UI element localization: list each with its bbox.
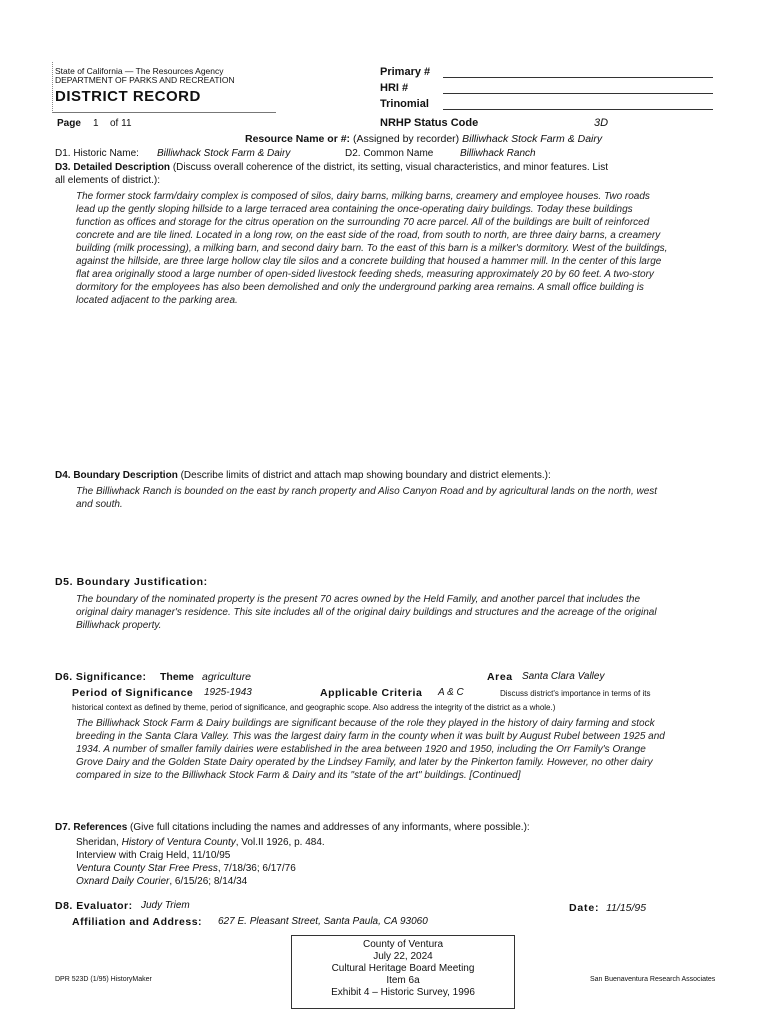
d7-references: [76, 836, 325, 888]
d6-area-value: Santa Clara Valley: [522, 671, 605, 682]
d8-affil-value: 627 E. Pleasant Street, Santa Paula, CA 93060: [218, 916, 428, 927]
reference-item: [76, 849, 325, 862]
d6-line: 1934. A number of smaller family dairies were established in the area between 1920 and 1950, including the Orr Family's Orange: [76, 744, 646, 755]
d3-line: building (milk processing), a milking barn, and second dairy barn. To the east of this barn is a milker's dormitory. West of the buildings,: [76, 243, 668, 254]
d3-label: D3. Detailed Description: [55, 162, 171, 173]
primary-field[interactable]: [443, 77, 713, 78]
agency-line-2: DEPARTMENT OF PARKS AND RECREATION: [55, 75, 235, 85]
d4-label: D4. Boundary Description: [55, 470, 178, 481]
d8-affil-label: Affiliation and Address:: [72, 916, 203, 928]
d8-value: Judy Triem: [141, 900, 190, 911]
stamp-line: County of Ventura: [362, 939, 444, 950]
d2-value: Billiwhack Ranch: [460, 148, 536, 159]
d3-line: flat area originally stood a large number of open-sided livestock feeding sheds, measuring approximately 20 by 60 feet. A two-story: [76, 269, 654, 280]
d6-discuss-1: Discuss district's importance in terms of its: [500, 689, 651, 698]
ref-post: , 7/18/36; 6/17/76: [217, 863, 296, 874]
d7-instructions: (Give full citations including the names and addresses of any informants, where possible.):: [130, 822, 530, 833]
trinomial-label: Trinomial: [380, 98, 429, 110]
stamp-line: Item 6a: [386, 975, 420, 986]
d3-instructions-1: (Discuss overall coherence of the district, its setting, visual characteristics, and minor features. List: [172, 162, 608, 173]
d5-label: D5. Boundary Justification:: [55, 576, 208, 588]
d7-label: D7. References: [55, 822, 128, 833]
d4-line: The Billiwhack Ranch is bounded on the east by ranch property and Aliso Canyon Road and by agricultural lands on the north, west: [76, 486, 658, 497]
d4-description: [76, 485, 657, 511]
nrhp-label: NRHP Status Code: [380, 117, 479, 129]
reference-item: [76, 875, 325, 888]
footer-right: San Buenaventura Research Associates: [590, 976, 716, 983]
d5-line: The boundary of the nominated property is the present 70 acres owned by the Held Family, and another parcel that includes the: [76, 594, 641, 605]
reference-item: [76, 836, 325, 849]
d5-line: Billiwhack property.: [76, 620, 162, 631]
d8-date-label: Date:: [569, 902, 600, 914]
hri-label: HRI #: [380, 82, 409, 94]
d3-line: The former stock farm/dairy complex is composed of silos, dairy barns, milking barns, creamery and employee houses. Two roads: [76, 191, 650, 202]
d6-line: Grove Dairy and the Golden State Dairy operated by the Lindsey Family, and later by the Pinkerton family. However, no other dairy: [76, 757, 653, 768]
d3-line: lead up the gently sloping hillside to a large terraced area containing the once-operating dairy buildings. Today these buildings: [76, 204, 633, 215]
d6-theme-label: Theme: [160, 671, 194, 683]
resource-value: Billiwhack Stock Farm & Dairy: [462, 133, 603, 145]
d6-label: D6. Significance:: [55, 671, 147, 683]
d2-label: D2. Common Name: [345, 148, 434, 159]
d6-criteria-label: Applicable Criteria: [320, 687, 423, 699]
page-number: 1: [93, 118, 99, 129]
d6-theme-value: agriculture: [202, 671, 252, 683]
d6-criteria-value: A & C: [438, 687, 464, 698]
resource-note: (Assigned by recorder): [352, 133, 460, 145]
d8-date-value: 11/15/95: [606, 902, 647, 914]
ref-title: History of Ventura County: [121, 837, 236, 848]
nrhp-value: 3D: [594, 117, 609, 129]
d7-heading: [55, 822, 530, 833]
d6-area-label: Area: [487, 671, 513, 683]
d3-description: [76, 190, 667, 307]
d3-line: function as offices and storage for the citrus operation on the surrounding 70 acre parcel. All of the buildings are built of reinforced: [76, 217, 650, 228]
stamp-line: Cultural Heritage Board Meeting: [331, 963, 475, 974]
d4-instructions: (Describe limits of district and attach map showing boundary and district elements.):: [180, 470, 551, 481]
d6-description: [76, 717, 665, 782]
form-title: DISTRICT RECORD: [55, 88, 201, 105]
ref-title: Oxnard Daily Courier: [76, 876, 170, 887]
d4-heading: [55, 470, 551, 481]
resource-name-row: [245, 133, 602, 145]
page-label: Page: [57, 118, 81, 129]
d3-line: located adjacent to the parking area.: [76, 295, 238, 306]
ref-post: , Vol.II 1926, p. 484.: [235, 837, 325, 848]
resource-label: Resource Name or #:: [245, 133, 351, 145]
agency-line-1: State of California — The Resources Agency: [55, 66, 224, 76]
reference-item: [76, 862, 325, 875]
ref-post: , 6/15/26; 8/14/34: [169, 876, 248, 887]
page-of: of 11: [110, 118, 132, 129]
d3-heading: [55, 162, 608, 173]
d6-line: breeding in the Santa Clara Valley. This was the largest dairy farm in the county when it was built by August Rubel between 1925 and: [76, 731, 665, 742]
ref-title: Ventura County Star Free Press: [76, 863, 218, 874]
d3-line: dormitory for the employees has also been demolished and only the underground parking area remains. A small office building is: [76, 282, 644, 293]
primary-label: Primary #: [380, 66, 431, 78]
d6-period-label: Period of Significance: [72, 687, 194, 699]
d6-line: compared in size to the Billiwhack Stock Farm & Dairy and its "state of the art" buildings. [Continued]: [76, 770, 521, 781]
d3-line: against the hillside, are three large hollow clay tile silos and a concrete building that housed a hammer mill. In the center of this large: [76, 256, 662, 267]
d3-line: concrete and are tile lined. Located in a long row, on the east side of the road, from south to north, are three dairy barns, a creamery: [76, 230, 661, 241]
d5-line: original dairy manager's residence. This site includes all of the original dairy buildings and structures and the acreage of the original: [76, 607, 657, 618]
trinomial-field[interactable]: [443, 109, 713, 110]
ref-pre: Interview with Craig Held, 11/10/95: [76, 850, 231, 861]
d3-instructions-2: all elements of district.):: [55, 175, 161, 186]
d1-value: Billiwhack Stock Farm & Dairy: [157, 148, 291, 159]
d4-line: and south.: [76, 499, 123, 510]
d1-label: D1. Historic Name:: [55, 148, 139, 159]
exhibit-stamp: [291, 935, 515, 1009]
stamp-line: Exhibit 4 – Historic Survey, 1996: [331, 987, 475, 998]
d6-discuss-2: historical context as defined by theme, period of significance, and geographic scope. Also address the integrity of the district as a whole.): [72, 703, 556, 712]
hri-field[interactable]: [443, 93, 713, 94]
d6-period-value: 1925-1943: [204, 687, 252, 698]
d6-line: The Billiwhack Stock Farm & Dairy buildings are significant because of the role they played in the history of dairy farming and stock: [76, 718, 655, 729]
d8-label: D8. Evaluator:: [55, 900, 133, 912]
ref-pre: Sheridan,: [76, 837, 122, 848]
footer-left: DPR 523D (1/95) HistoryMaker: [55, 976, 152, 983]
d5-description: [76, 593, 657, 632]
stamp-line: July 22, 2024: [373, 951, 433, 962]
